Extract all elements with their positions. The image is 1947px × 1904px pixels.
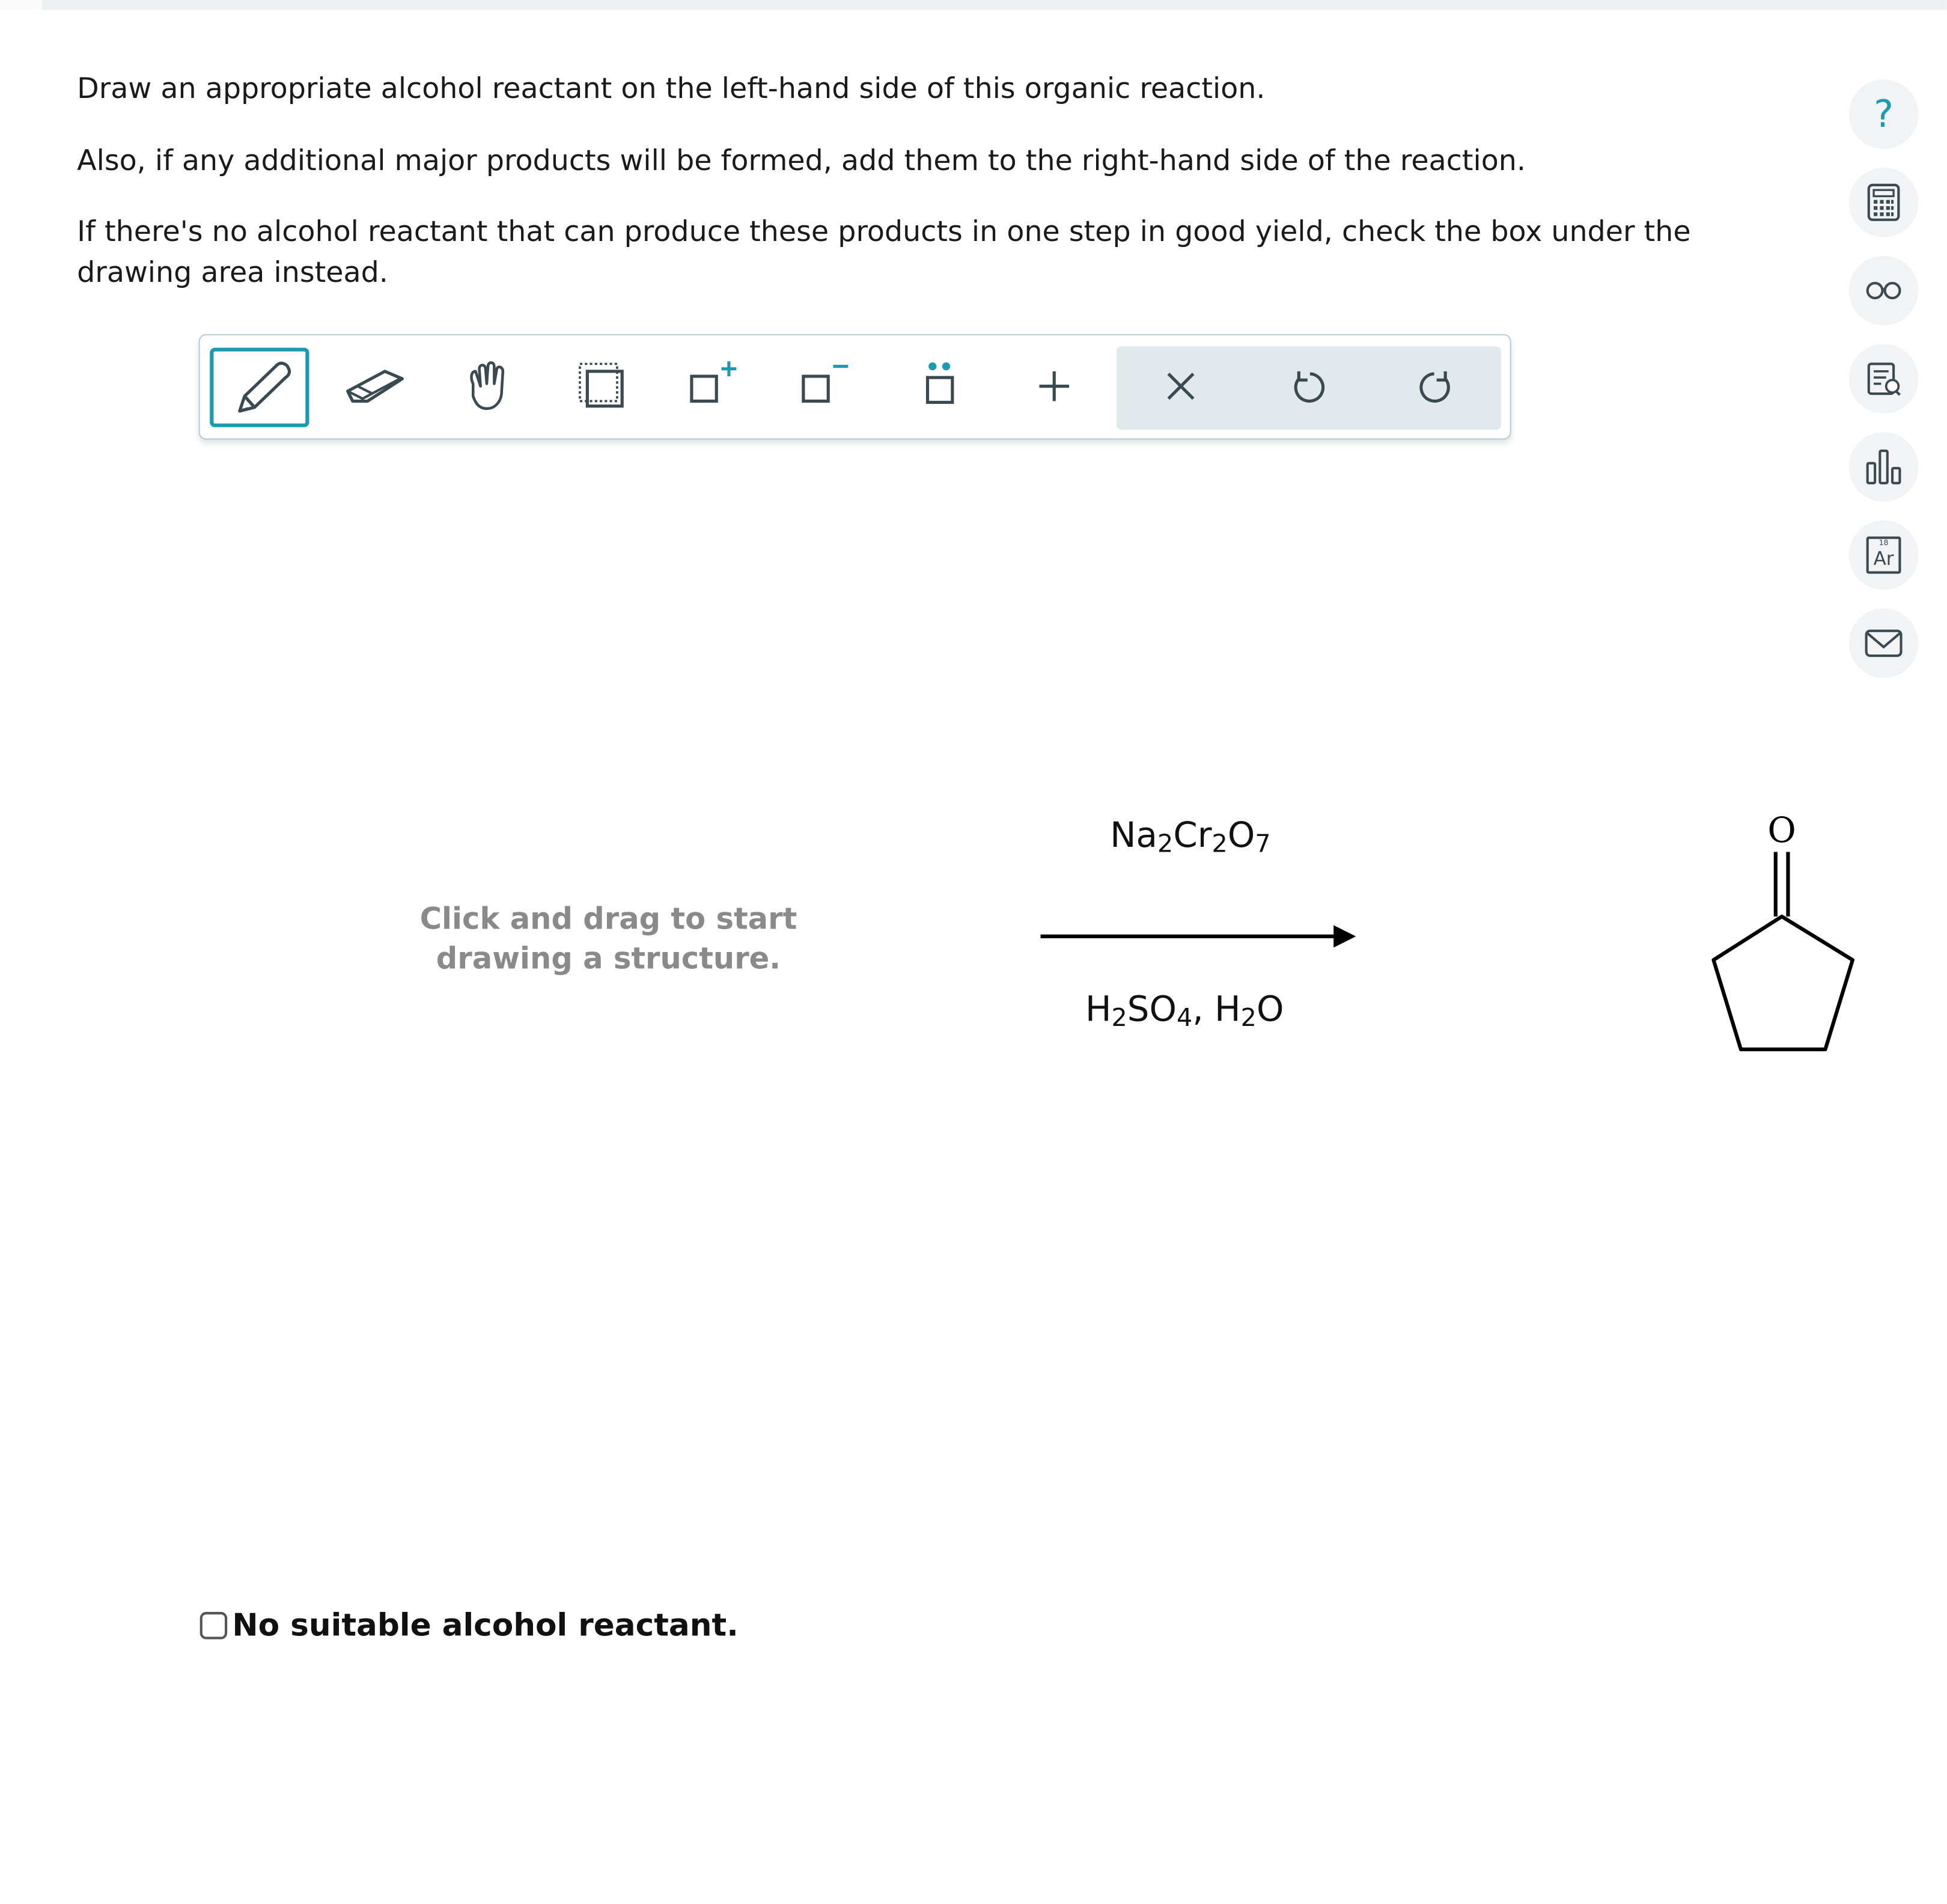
action-button-group xyxy=(1117,346,1502,429)
instruction-line-2: Also, if any additional major products will be formed, add them to the right-hand side of the reaction. xyxy=(77,145,1526,178)
redo-button[interactable] xyxy=(1387,335,1486,437)
undo-icon xyxy=(1282,361,1332,411)
reagent-so: SO xyxy=(1127,988,1177,1030)
reagent-cr: Cr xyxy=(1173,814,1212,856)
minus-charge-icon xyxy=(799,359,853,413)
no-reactant-label[interactable]: No suitable alcohol reactant. xyxy=(232,1606,739,1643)
hand-icon xyxy=(461,359,516,413)
drawing-toolbar xyxy=(199,334,1511,440)
reagent-top xyxy=(1110,814,1271,858)
chart-button[interactable] xyxy=(1849,432,1919,502)
calculator-icon xyxy=(1865,183,1903,222)
undo-button[interactable] xyxy=(1258,335,1357,437)
cyclopentane-ring xyxy=(1713,917,1852,1049)
instruction-line-3: If there's no alcohol reactant that can produce these products in one step in good yield, check the box under the drawing area instead. xyxy=(77,216,1691,290)
reaction-arrow xyxy=(1038,921,1360,954)
close-icon xyxy=(1156,361,1206,411)
periodic-number: 18 xyxy=(1878,539,1889,548)
pencil-tool-button[interactable] xyxy=(210,348,309,427)
negative-charge-button[interactable] xyxy=(776,335,875,437)
glasses-icon xyxy=(1864,278,1904,303)
bar-chart-icon xyxy=(1862,446,1904,488)
select-tool-button[interactable] xyxy=(553,335,652,437)
plus-icon xyxy=(1029,361,1079,411)
reagent-cr-subscript: 2 xyxy=(1211,828,1228,858)
mail-icon xyxy=(1862,626,1904,661)
reagent-h2-subscript: 2 xyxy=(1240,1002,1257,1033)
pencil-icon xyxy=(222,356,297,418)
reagent-so-subscript: 4 xyxy=(1177,1002,1193,1033)
reagent-na: Na xyxy=(1110,814,1158,856)
eraser-icon xyxy=(340,361,410,411)
product-cyclopentanone xyxy=(1704,807,1865,1055)
message-button[interactable] xyxy=(1849,608,1919,678)
eraser-tool-button[interactable] xyxy=(325,335,424,437)
redo-icon xyxy=(1412,361,1461,411)
top-strip xyxy=(42,0,1947,10)
clear-button[interactable] xyxy=(1131,335,1230,437)
canvas-placeholder[interactable]: Click and drag to start drawing a structure. xyxy=(419,902,797,977)
reagent-water-o: O xyxy=(1256,988,1284,1030)
reagent-o-subscript: 7 xyxy=(1255,828,1271,858)
reagent-h2: H xyxy=(1214,988,1241,1030)
lone-pair-button[interactable] xyxy=(891,335,990,437)
hand-tool-button[interactable] xyxy=(438,335,537,437)
top-strip-left xyxy=(0,0,42,10)
view-button[interactable] xyxy=(1849,256,1919,326)
reagent-na-subscript: 2 xyxy=(1157,828,1174,858)
positive-charge-button[interactable] xyxy=(664,335,763,437)
select-icon xyxy=(575,359,630,413)
worksheet-button[interactable] xyxy=(1849,344,1919,413)
plus-charge-icon xyxy=(687,359,742,413)
reagent-bottom xyxy=(1085,988,1284,1033)
periodic-symbol: Ar xyxy=(1873,548,1894,570)
help-icon: ? xyxy=(1874,92,1894,136)
instruction-line-1: Draw an appropriate alcohol reactant on the left-hand side of this organic reaction. xyxy=(77,73,1266,106)
reagent-h-subscript: 2 xyxy=(1111,1002,1127,1033)
worksheet-icon xyxy=(1864,359,1904,398)
no-reactant-option[interactable] xyxy=(200,1607,739,1643)
add-plus-button[interactable] xyxy=(1005,335,1104,437)
reagent-comma: , xyxy=(1192,988,1204,1030)
calculator-button[interactable] xyxy=(1849,168,1919,237)
lone-pair-icon xyxy=(913,359,967,413)
help-button[interactable] xyxy=(1849,79,1919,149)
reagent-o: O xyxy=(1227,814,1255,856)
no-reactant-checkbox[interactable] xyxy=(200,1611,227,1638)
periodic-table-icon xyxy=(1866,537,1901,574)
product-oxygen-label: O xyxy=(1767,809,1796,850)
reagent-h: H xyxy=(1085,988,1112,1030)
periodic-table-button[interactable] xyxy=(1849,520,1919,590)
